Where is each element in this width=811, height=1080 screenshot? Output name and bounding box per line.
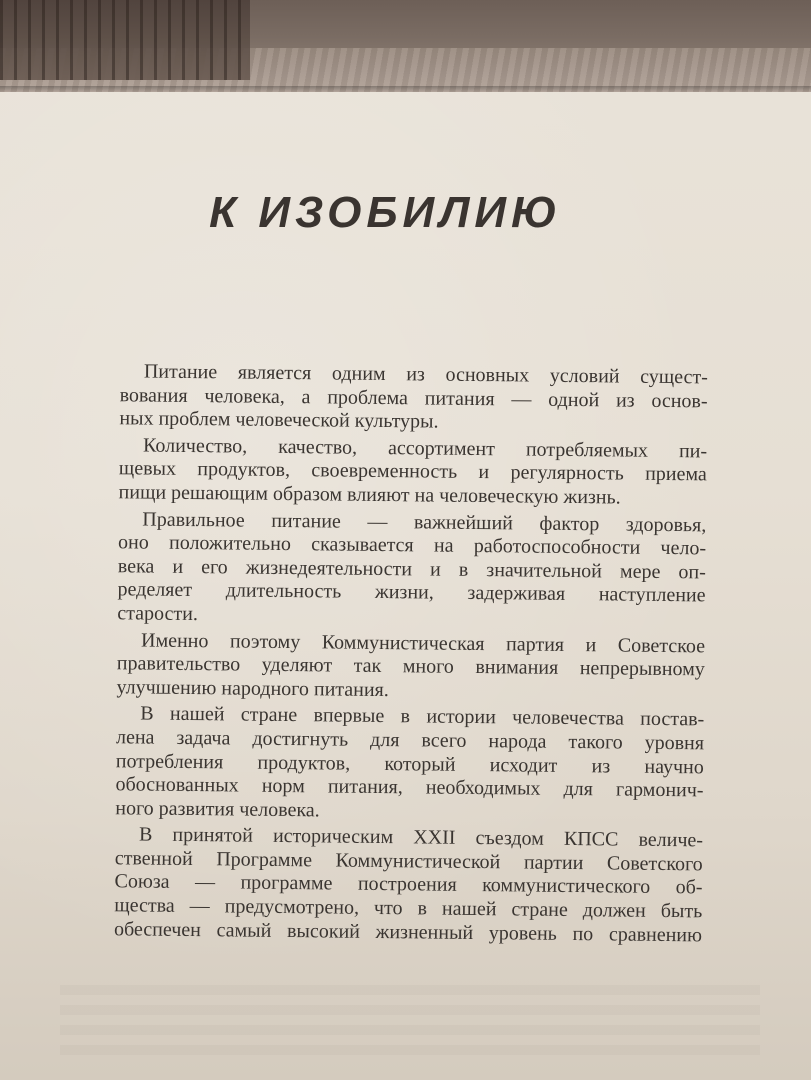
text-line: вования человека, а проблема питания — одной из основ- bbox=[119, 383, 708, 412]
text-line: Именно поэтому Коммунистическая партия и Советское bbox=[140, 629, 706, 657]
text-line: Питание является одним из основных условий сущест- bbox=[143, 360, 708, 389]
body-text bbox=[90, 360, 708, 951]
header-photograph bbox=[0, 0, 811, 92]
text-line: старости. bbox=[117, 602, 199, 626]
show-through-text bbox=[60, 985, 760, 1065]
text-line: ределяет длительность жизни, задерживая наступление bbox=[117, 578, 706, 607]
text-line: ного развития человека. bbox=[115, 796, 320, 822]
text-line: пищи решающим образом влияют на человеческую жизнь. bbox=[118, 481, 621, 509]
text-line: потребления продуктов, который исходит из научно bbox=[115, 749, 704, 778]
text-line: Союза — программе построения коммунистического об- bbox=[114, 870, 703, 899]
paragraph bbox=[91, 702, 704, 826]
paragraph bbox=[92, 629, 705, 706]
text-line: ственной Программе Коммунистической партии Советского bbox=[114, 847, 703, 876]
page-title: К ИЗОБИЛИЮ bbox=[209, 188, 562, 237]
paragraph bbox=[94, 434, 707, 511]
text-line: улучшению народного питания. bbox=[116, 675, 389, 701]
text-line: Правильное питание — важнейший фактор здоровья, bbox=[142, 508, 707, 536]
harvester-image-area bbox=[0, 0, 250, 80]
text-line: оно положительно сказывается на работоспособности чело- bbox=[117, 531, 707, 560]
text-line: В нашей стране впервые в истории человечества постав- bbox=[140, 702, 705, 731]
paragraph bbox=[95, 360, 708, 437]
text-line: Количество, качество, ассортимент потребляемых пи- bbox=[142, 434, 708, 463]
text-line: обеспечен самый высокий жизненный уровень по сравнению bbox=[113, 917, 703, 947]
text-line: В принятой историческим XXII съездом КПСС величе- bbox=[138, 823, 704, 852]
text-line: лена задача достигнуть для всего народа такого уровня bbox=[115, 726, 705, 755]
photo-edge-shadow bbox=[0, 86, 811, 92]
text-line: века и его жизнедеятельности и в значительной мере оп- bbox=[117, 554, 706, 584]
text-line: щевых продуктов, своевременность и регулярность приема bbox=[118, 457, 707, 486]
text-line: ных проблем человеческой культуры. bbox=[119, 407, 439, 433]
paragraph bbox=[93, 508, 706, 632]
text-line: обоснованных норм питания, необходимых для гармонич- bbox=[115, 773, 704, 802]
text-line: щества — предусмотрено, что в нашей стране должен быть bbox=[114, 894, 703, 923]
text-line: правительство уделяют так много внимания непрерывному bbox=[116, 652, 705, 681]
paragraph bbox=[90, 823, 703, 947]
